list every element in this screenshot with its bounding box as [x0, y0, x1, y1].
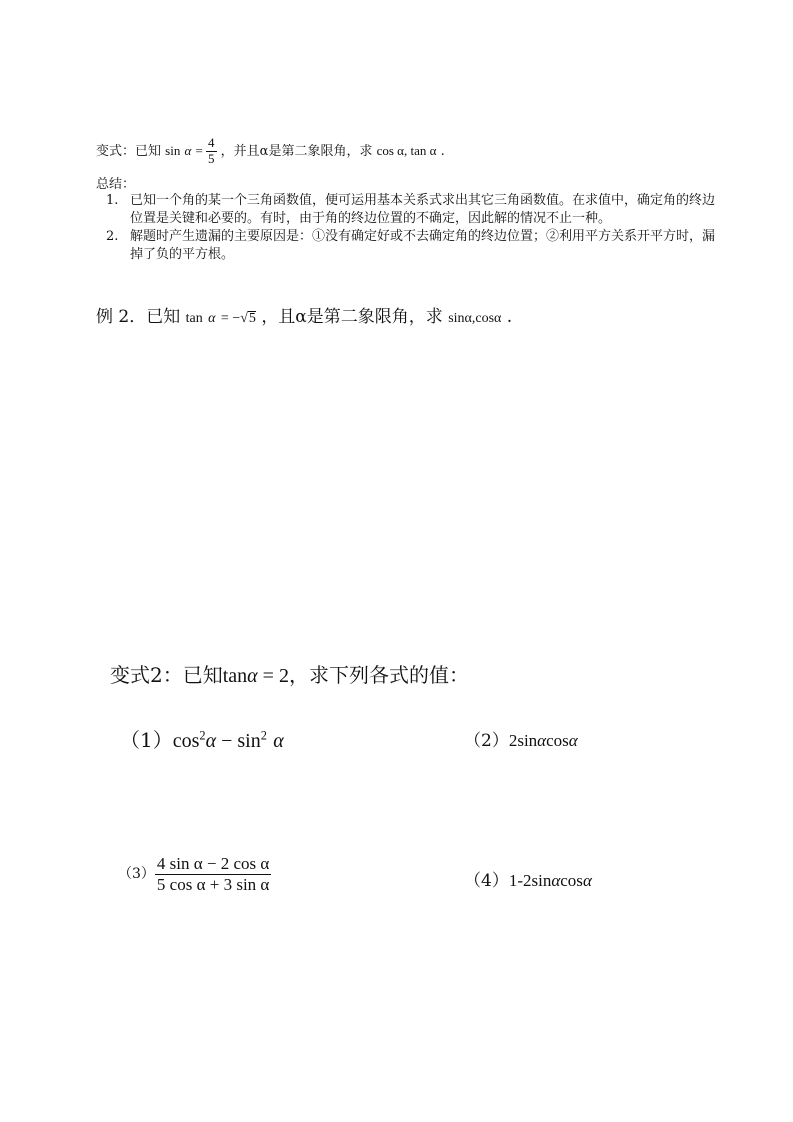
- example2-targets: sinα,cosα: [448, 311, 502, 326]
- variant1-frac-num: 4: [208, 135, 215, 150]
- problem-2-label: （2）: [464, 731, 509, 751]
- variant1-sin: sin: [165, 142, 181, 158]
- summary-item: [106, 228, 718, 264]
- summary-item-text: 解题时产生遗漏的主要原因是：①没有确定好或不去确定角的终边位置；②利用平方关系开平方时，漏掉了负的平方根。: [130, 229, 716, 262]
- variant2-title-end: ，求下列各式的值：: [288, 663, 469, 687]
- summary-item: [106, 192, 718, 228]
- example2-middle: ，且α是第二象限角，求: [261, 307, 443, 327]
- summary-item-number: 1.: [106, 193, 119, 208]
- example2-eq: = −: [220, 311, 241, 326]
- problem-2: [464, 726, 578, 751]
- problem-3-fraction: [155, 854, 271, 894]
- problem-4-alpha2: α: [582, 871, 592, 890]
- variant1-fraction: [206, 136, 217, 167]
- problem-2-expr-b: cos: [546, 731, 569, 750]
- problem-3-label: （3）: [118, 866, 155, 883]
- summary-item-number: 2.: [106, 229, 119, 244]
- summary-title: 总结：: [96, 177, 136, 192]
- problem-1-minus: −: [216, 730, 238, 752]
- example2-alpha: α: [208, 311, 216, 326]
- problem-1-sin: sin: [237, 730, 261, 752]
- problem-4-expr-a: 1-2sin: [508, 871, 552, 890]
- example2-lead: 例 2．已知: [96, 307, 181, 327]
- problem-1: [120, 724, 284, 753]
- variant2-alpha: α: [247, 665, 258, 687]
- example2-end: .: [506, 307, 513, 327]
- problem-1-label: （1）: [120, 728, 173, 752]
- problem-1-alpha: α: [205, 730, 217, 752]
- problem-3: [118, 854, 271, 894]
- summary-item-text: 已知一个角的某一个三角函数值，便可运用基本关系式求出其它三角函数值。在求值中，确定角的终边位置是关键和必要的。有时，由于角的终边位置的不确定，因此解的情况不止一种。: [130, 193, 716, 226]
- problem-4-alpha: α: [551, 871, 561, 890]
- variant1-lead: 变式：已知: [96, 143, 162, 159]
- example2-problem: [96, 302, 512, 327]
- problem-1-exp2: 2: [260, 728, 267, 743]
- variant2-title: [110, 659, 469, 688]
- problem-3-denominator: 5 cos α + 3 sin α: [156, 874, 270, 894]
- variant1-problem: [96, 136, 445, 167]
- problem-2-expr-a: 2sin: [508, 731, 538, 750]
- variant2-eq: = 2: [257, 665, 289, 687]
- problem-2-alpha: α: [537, 731, 547, 750]
- variant1-frac-den: 5: [208, 150, 215, 166]
- problem-4-expr-b: cos: [560, 871, 583, 890]
- variant2-tan: tan: [222, 665, 248, 687]
- problem-1-alpha2: α: [273, 730, 284, 752]
- sqrt-icon: √: [240, 311, 248, 326]
- example2-tan: tan: [185, 311, 203, 326]
- problem-1-exp: 2: [199, 728, 206, 743]
- problem-1-cos: cos: [172, 730, 200, 752]
- variant2-lead: 变式2：已知: [110, 663, 223, 687]
- problem-3-numerator: 4 sin α − 2 cos α: [156, 854, 270, 873]
- problem-2-alpha2: α: [568, 731, 578, 750]
- example2-sqrt-arg: 5: [248, 311, 256, 326]
- variant1-targets: cos α, tan α: [376, 142, 437, 158]
- variant1-eq: =: [195, 142, 207, 158]
- problem-4: [464, 866, 592, 891]
- variant1-end: .: [440, 143, 445, 159]
- problem-4-label: （4）: [464, 871, 509, 891]
- variant1-middle: ，并且α是第二象限角，求: [220, 143, 373, 159]
- variant1-alpha: α: [184, 142, 192, 158]
